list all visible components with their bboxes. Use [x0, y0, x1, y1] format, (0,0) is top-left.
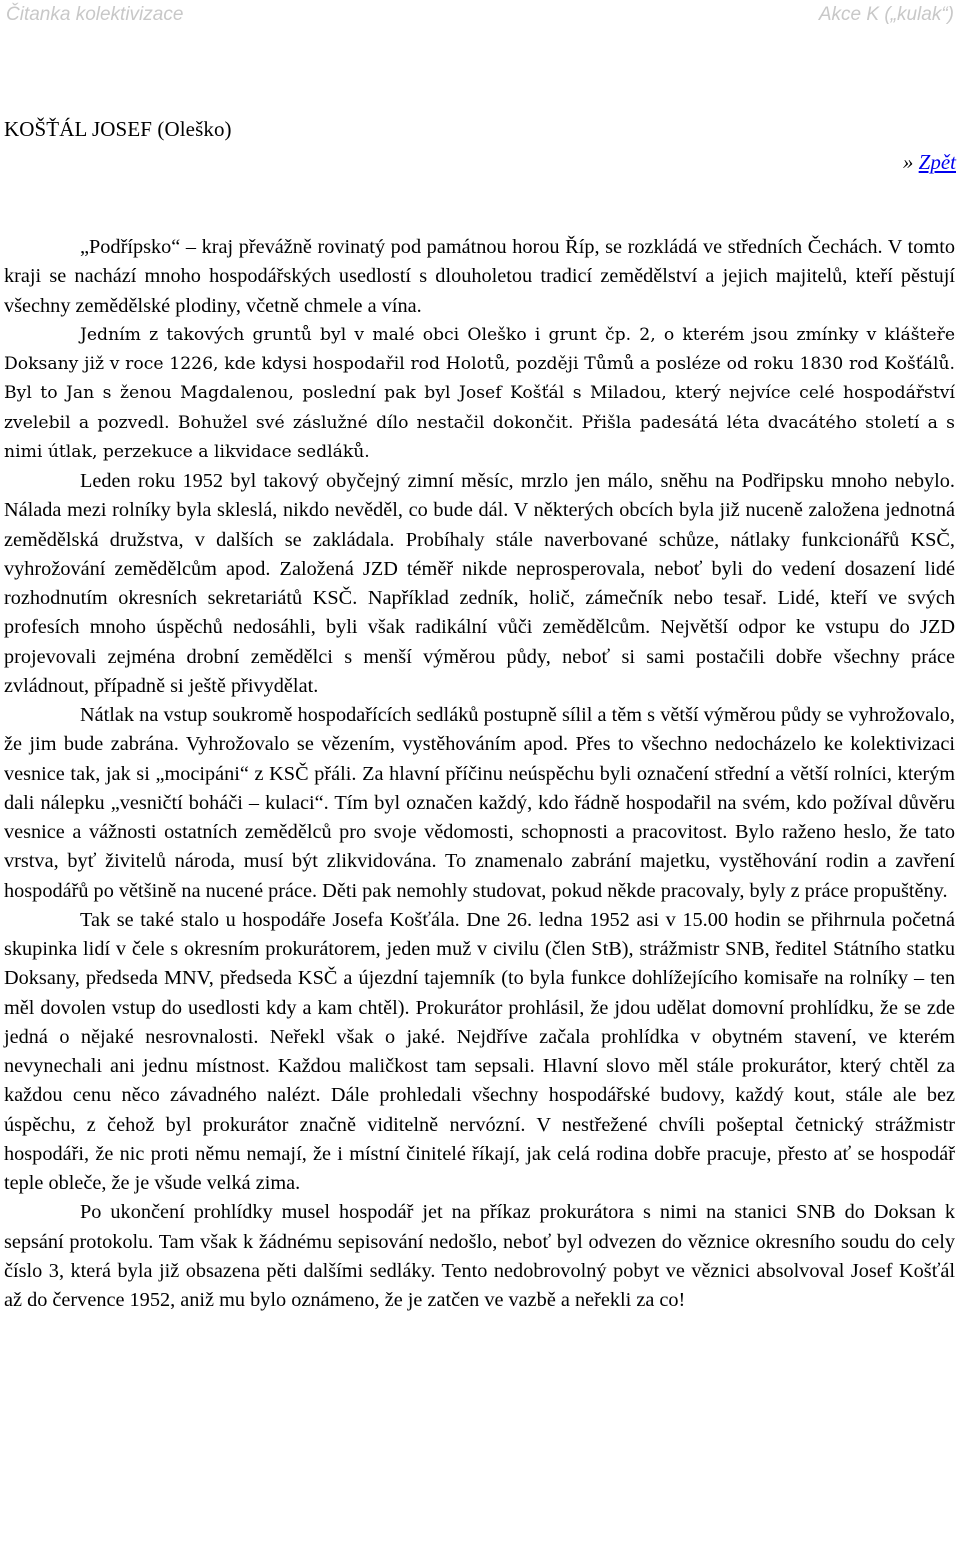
- paragraph: „Podřípsko“ – kraj převážně rovinatý pod památnou horou Říp, se rozkládá ve středních Čechách. V tomto kraji se nachází mnoho hospodářských usedlostí s dlouholetou tradicí zemědělství a jejich majitelů, kteří pěstují všechny zemědělské plodiny, včetně chmele a vína.: [4, 236, 955, 317]
- paragraph: Jedním z takových gruntů byl v malé obci Oleško i grunt čp. 2, o kterém jsou zmínky v klášteře Doksany již v roce 1226, kde kdysi hospodařil rod Holotů, později Tůmů a posléze od roku 1830 rod Košťálů. Byl to Jan s ženou Magdalenou, poslední pak byl Josef Košťál s Miladou, který nejvíce celé hospodářství zvelebil a pozvedl. Bohužel své záslužné dílo nestačil dokončit. Přišla padesátá léta dvacátého století a s nimi útlak, perzekuce a likvidace sedláků.: [4, 324, 955, 462]
- back-nav: [903, 150, 956, 175]
- paragraph: Po ukončení prohlídky musel hospodář jet na příkaz prokurátora s nimi na stanici SNB do Doksan k sepsání protokolu. Tam však k žádnému sepisování nedošlo, neboť byl odvezen do věznice okresního soudu do cely číslo 3, která byla již obsazena pěti dalšími sedláky. Tento nedobrovolný pobyt ve věznici absolvoval Josef Košťál až do července 1952, aniž mu bylo oznámeno, že je zatčen ve vazbě a neřekli za co!: [4, 1201, 955, 1311]
- article-body: [4, 233, 955, 1315]
- header-left-text: Čitanka kolektivizace: [6, 4, 184, 25]
- running-header: [6, 4, 954, 28]
- back-link[interactable]: Zpět: [918, 150, 956, 174]
- paragraph: Leden roku 1952 byl takový obyčejný zimní měsíc, mrzlo jen málo, sněhu na Podřipsku mnoho nebylo. Nálada mezi rolníky byla skleslá, nikdo nevěděl, co bude dál. V některých obcích byla již nuceně založena jednotná zemědělská družstva, v dalších se zakládala. Probíhaly stále naverbované schůze, nátlaky funkcionářů KSČ, vyhrožování zemědělcům apod. Založená JZD téměř nikde neprosperovala, neboť byli do vedení dosazení lidé rozhodnutím okresních sekretariátů KSČ. Například zedník, holič, zámečník nebo tesař. Lidé, kteří ve svých profesích mnoho úspěchů nedosáhli, byli však radikální vůči zemědělcům. Největší odpor ke vstupu do JZD projevovali zejména drobní zemědělci s menší výměrou půdy, neboť si sami postačili dobře všechny práce zvládnout, případně si ještě přivydělat.: [4, 470, 955, 697]
- page-title: KOŠŤÁL JOSEF (Oleško): [4, 117, 232, 141]
- back-prefix: »: [902, 150, 919, 174]
- paragraph: Tak se také stalo u hospodáře Josefa Košťála. Dne 26. ledna 1952 asi v 15.00 hodin se přihrnula početná skupinka lidí v čele s okresním prokurátorem, jeden muž v civilu (člen StB), strážmistr SNB, ředitel Státního statku Doksany, předseda MNV, předseda KSČ a újezdní tajemník (to byla funkce dohlížejícího komisaře na rolníky – ten měl dovolen vstup do usedlosti kdy a kam chtěl). Prokurátor prohlásil, že jdou udělat domovní prohlídku, že se zde jedná o nějaké nesrovnalosti. Neřekl však o jaké. Nejdříve začala prohlídka v obytném stavení, ve kterém nevynechali ani jednu místnost. Každou maličkost tam sepsali. Hlavní slovo měl stále prokurátor, který chtěl za každou cenu něco závadného nalézt. Dále prohledali všechny hospodářské budovy, každý kout, stále ale bez úspěchu, z čehož byl prokurátor značně viditelně nervózní. V nestřežené chvíli pošeptal četnický strážmistr hospodáři, že nic proti němu nemají, že i místní činitelé říkají, jak celá rodina dobře pracuje, přesto ať se hospodář teple obleče, že je všude velká zima.: [4, 908, 955, 1194]
- paragraph: Nátlak na vstup soukromě hospodařících sedláků postupně sílil a těm s větší výměrou půdy se vyhrožovalo, že jim bude zabrána. Vyhrožovalo se vězením, vystěhováním apod. Přes to všechno nedocházelo ke kolektivizaci vesnice tak, jak si „mocipáni“ z KSČ přáli. Za hlavní příčinu neúspěchu byli označení střední a větší rolníci, kterým dali nálepku „vesničtí boháči – kulaci“. Tím byl označen každý, kdo řádně hospodařil na svém, kdo požíval důvěru vesnice a vážnosti ostatních zemědělců pro svoje vědomosti, schopnosti a pracovitost. Bylo raženo heslo, že tato vrstva, byť živitelů národa, musí být zlikvidována. To znamenalo zabrání majetku, vystěhování rodin a zavření hospodářů po většině na nucené práce. Děti pak nemohly studovat, pokud někde pracovaly, byly z práce propuštěny.: [4, 704, 955, 902]
- header-right-text: Akce K („kulak“): [818, 4, 954, 25]
